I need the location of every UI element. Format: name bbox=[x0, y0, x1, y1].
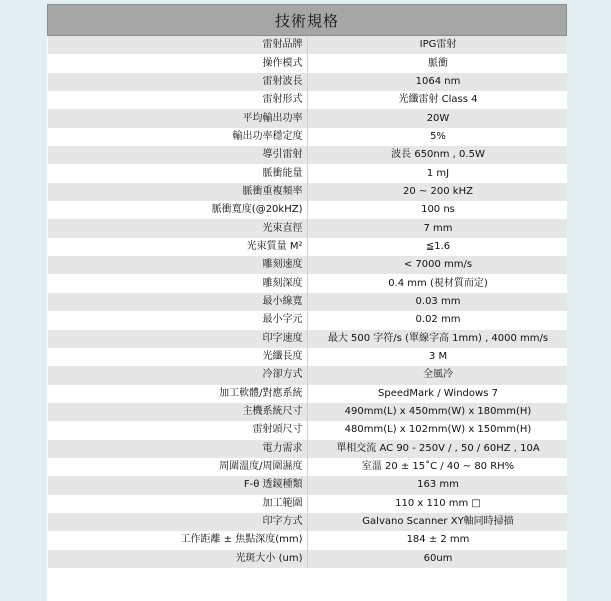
spec-value: 1064 nm bbox=[307, 73, 567, 91]
spec-row bbox=[48, 348, 567, 366]
spec-value: 20W bbox=[307, 109, 567, 127]
spec-row bbox=[48, 531, 567, 549]
spec-label: 光斑大小 (um) bbox=[48, 550, 308, 568]
spec-label: 冷卻方式 bbox=[48, 366, 308, 384]
spec-row bbox=[48, 109, 567, 127]
spec-value: 0.03 mm bbox=[307, 293, 567, 311]
spec-label: 導引雷射 bbox=[48, 146, 308, 164]
spec-label: 主機系統尺寸 bbox=[48, 403, 308, 421]
spec-label: 電力需求 bbox=[48, 440, 308, 458]
spec-value: 480mm(L) x 102mm(W) x 150mm(H) bbox=[307, 421, 567, 439]
spec-table-body bbox=[48, 36, 567, 568]
spec-label: 印字方式 bbox=[48, 513, 308, 531]
spec-value: 波長 650nm , 0.5W bbox=[307, 146, 567, 164]
spec-row bbox=[48, 238, 567, 256]
spec-value: 110 x 110 mm □ bbox=[307, 495, 567, 513]
spec-row bbox=[48, 201, 567, 219]
spec-label: 雕刻速度 bbox=[48, 256, 308, 274]
spec-label: 脈衝能量 bbox=[48, 164, 308, 182]
spec-row bbox=[48, 440, 567, 458]
spec-label: 周圍溫度/周圍濕度 bbox=[48, 458, 308, 476]
spec-row bbox=[48, 385, 567, 403]
spec-label: F-θ 透鏡種類 bbox=[48, 476, 308, 494]
spec-label: 雷射品牌 bbox=[48, 36, 308, 55]
spec-row bbox=[48, 54, 567, 72]
spec-label: 最小線寬 bbox=[48, 293, 308, 311]
spec-row bbox=[48, 495, 567, 513]
spec-value: 全風冷 bbox=[307, 366, 567, 384]
spec-table bbox=[47, 4, 567, 568]
spec-row bbox=[48, 219, 567, 237]
spec-row bbox=[48, 421, 567, 439]
spec-label: 光束直徑 bbox=[48, 219, 308, 237]
spec-row bbox=[48, 256, 567, 274]
spec-value: 3 M bbox=[307, 348, 567, 366]
spec-table-title: 技術規格 bbox=[48, 5, 567, 36]
spec-value: 60um bbox=[307, 550, 567, 568]
spec-row bbox=[48, 274, 567, 292]
spec-label: 印字速度 bbox=[48, 330, 308, 348]
spec-value: 7 mm bbox=[307, 219, 567, 237]
spec-value: 脈衝 bbox=[307, 54, 567, 72]
spec-row bbox=[48, 550, 567, 568]
spec-value: 20 ~ 200 kHZ bbox=[307, 183, 567, 201]
spec-value: SpeedMark / Windows 7 bbox=[307, 385, 567, 403]
spec-value: ≦1.6 bbox=[307, 238, 567, 256]
spec-value: 最大 500 字符/s (單線字高 1mm) , 4000 mm/s bbox=[307, 330, 567, 348]
spec-label: 最小字元 bbox=[48, 311, 308, 329]
spec-value: < 7000 mm/s bbox=[307, 256, 567, 274]
spec-value: 1 mJ bbox=[307, 164, 567, 182]
spec-row bbox=[48, 458, 567, 476]
spec-value: IPG雷射 bbox=[307, 36, 567, 55]
spec-value: 單相交流 AC 90 - 250V / , 50 / 60HZ , 10A bbox=[307, 440, 567, 458]
spec-row bbox=[48, 164, 567, 182]
spec-row bbox=[48, 403, 567, 421]
spec-value: 光纖雷射 Class 4 bbox=[307, 91, 567, 109]
spec-label: 加工範圍 bbox=[48, 495, 308, 513]
spec-label: 雷射形式 bbox=[48, 91, 308, 109]
spec-row bbox=[48, 73, 567, 91]
spec-label: 輸出功率穩定度 bbox=[48, 128, 308, 146]
spec-label: 雷射頭尺寸 bbox=[48, 421, 308, 439]
spec-row bbox=[48, 476, 567, 494]
spec-row bbox=[48, 330, 567, 348]
spec-label: 脈衝寬度(@20kHZ) bbox=[48, 201, 308, 219]
spec-label: 光纖長度 bbox=[48, 348, 308, 366]
spec-value: 100 ns bbox=[307, 201, 567, 219]
spec-label: 雕刻深度 bbox=[48, 274, 308, 292]
spec-label: 工作距離 ± 焦點深度(mm) bbox=[48, 531, 308, 549]
spec-row bbox=[48, 366, 567, 384]
spec-row bbox=[48, 183, 567, 201]
spec-label: 雷射波長 bbox=[48, 73, 308, 91]
spec-row bbox=[48, 146, 567, 164]
spec-label: 脈衝重複頻率 bbox=[48, 183, 308, 201]
spec-value: Galvano Scanner XY軸同時掃描 bbox=[307, 513, 567, 531]
spec-value: 5% bbox=[307, 128, 567, 146]
spec-value: 163 mm bbox=[307, 476, 567, 494]
spec-row bbox=[48, 91, 567, 109]
spec-row bbox=[48, 293, 567, 311]
spec-label: 平均輸出功率 bbox=[48, 109, 308, 127]
spec-row bbox=[48, 36, 567, 55]
spec-value: 0.4 mm (視材質而定) bbox=[307, 274, 567, 292]
spec-value: 490mm(L) x 450mm(W) x 180mm(H) bbox=[307, 403, 567, 421]
spec-value: 室溫 20 ± 15˚C / 40 ~ 80 RH% bbox=[307, 458, 567, 476]
spec-row bbox=[48, 311, 567, 329]
spec-label: 操作模式 bbox=[48, 54, 308, 72]
spec-table-header-row bbox=[48, 5, 567, 36]
spec-label: 加工軟體/對應系統 bbox=[48, 385, 308, 403]
spec-row bbox=[48, 513, 567, 531]
spec-value: 0.02 mm bbox=[307, 311, 567, 329]
spec-value: 184 ± 2 mm bbox=[307, 531, 567, 549]
spec-label: 光束質量 M² bbox=[48, 238, 308, 256]
spec-row bbox=[48, 128, 567, 146]
